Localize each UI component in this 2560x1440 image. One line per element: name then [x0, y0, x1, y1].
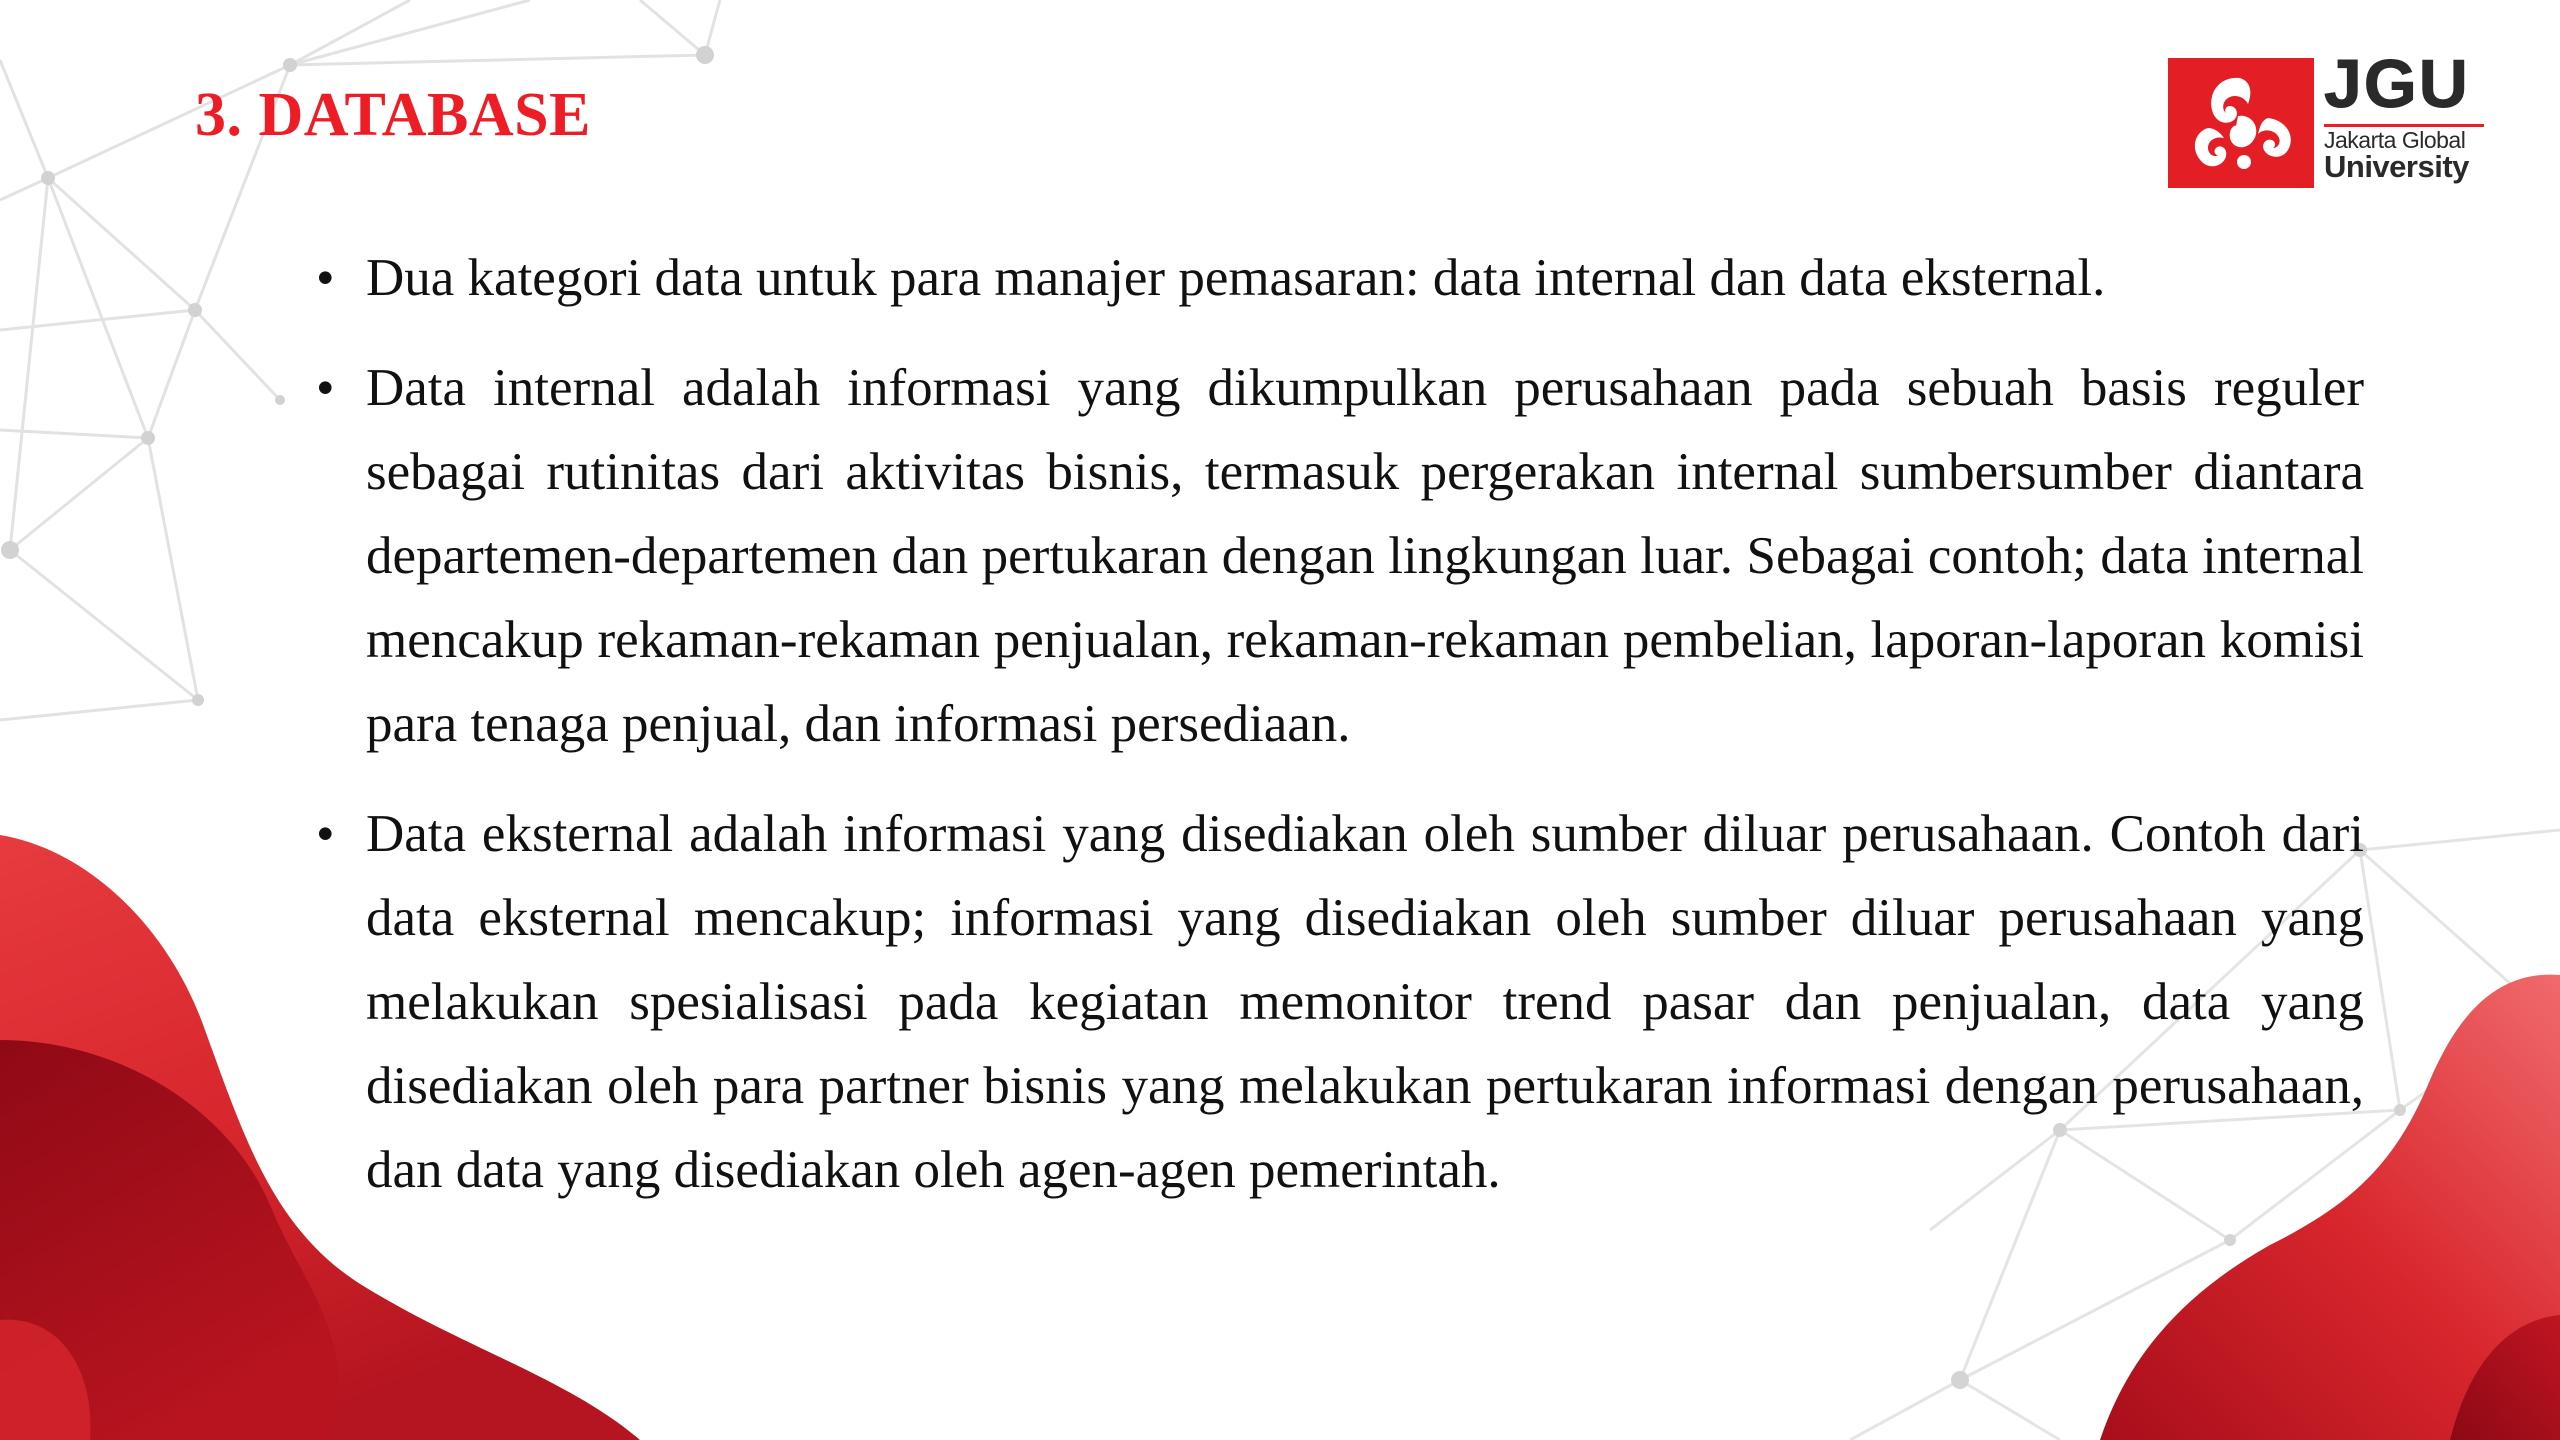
bullet-list — [308, 236, 2364, 1238]
bullet-text: Dua kategori data untuk para manajer pemasaran: data internal dan data eksternal. — [366, 249, 2106, 307]
bullet-dot: • — [316, 359, 335, 417]
bullet-item — [308, 346, 2364, 766]
bullet-text: Data internal adalah informasi yang dikumpulkan perusahaan pada sebuah basis reguler sebagai rutinitas dari aktivitas bisnis, termasuk pergerakan internal sumbersumber diantara departemen-departemen dan pertukaran dengan lingkungan luar. Sebagai contoh; data internal mencakup rekaman-rekaman penjualan, rekaman-rekaman pembelian, laporan-laporan komisi para tenaga penjual, dan informasi persediaan. — [366, 359, 2364, 753]
logo-line-2: University — [2324, 149, 2469, 184]
logo-line-1: Jakarta Global — [2324, 127, 2466, 153]
bullet-item — [308, 236, 2364, 320]
bullet-dot: • — [316, 249, 335, 307]
slide-title: 3. DATABASE — [195, 81, 591, 149]
logo-abbreviation: JGU — [2324, 46, 2470, 122]
bullet-text: Data eksternal adalah informasi yang disediakan oleh sumber diluar perusahaan. Contoh dari data eksternal mencakup; informasi yang disediakan oleh sumber diluar perusahaan yang melakukan spesialisasi pada kegiatan memonitor trend pasar dan penjualan, data yang disediakan oleh para partner bisnis yang melakukan pertukaran informasi dengan perusahaan, dan data yang disediakan oleh agen-agen pemerintah. — [366, 805, 2364, 1199]
jgu-logo — [2168, 46, 2488, 190]
bullet-dot: • — [316, 805, 335, 863]
orchid-flower-icon — [2168, 58, 2314, 188]
bullet-item — [308, 792, 2364, 1212]
logo-wordmark — [2324, 46, 2488, 190]
